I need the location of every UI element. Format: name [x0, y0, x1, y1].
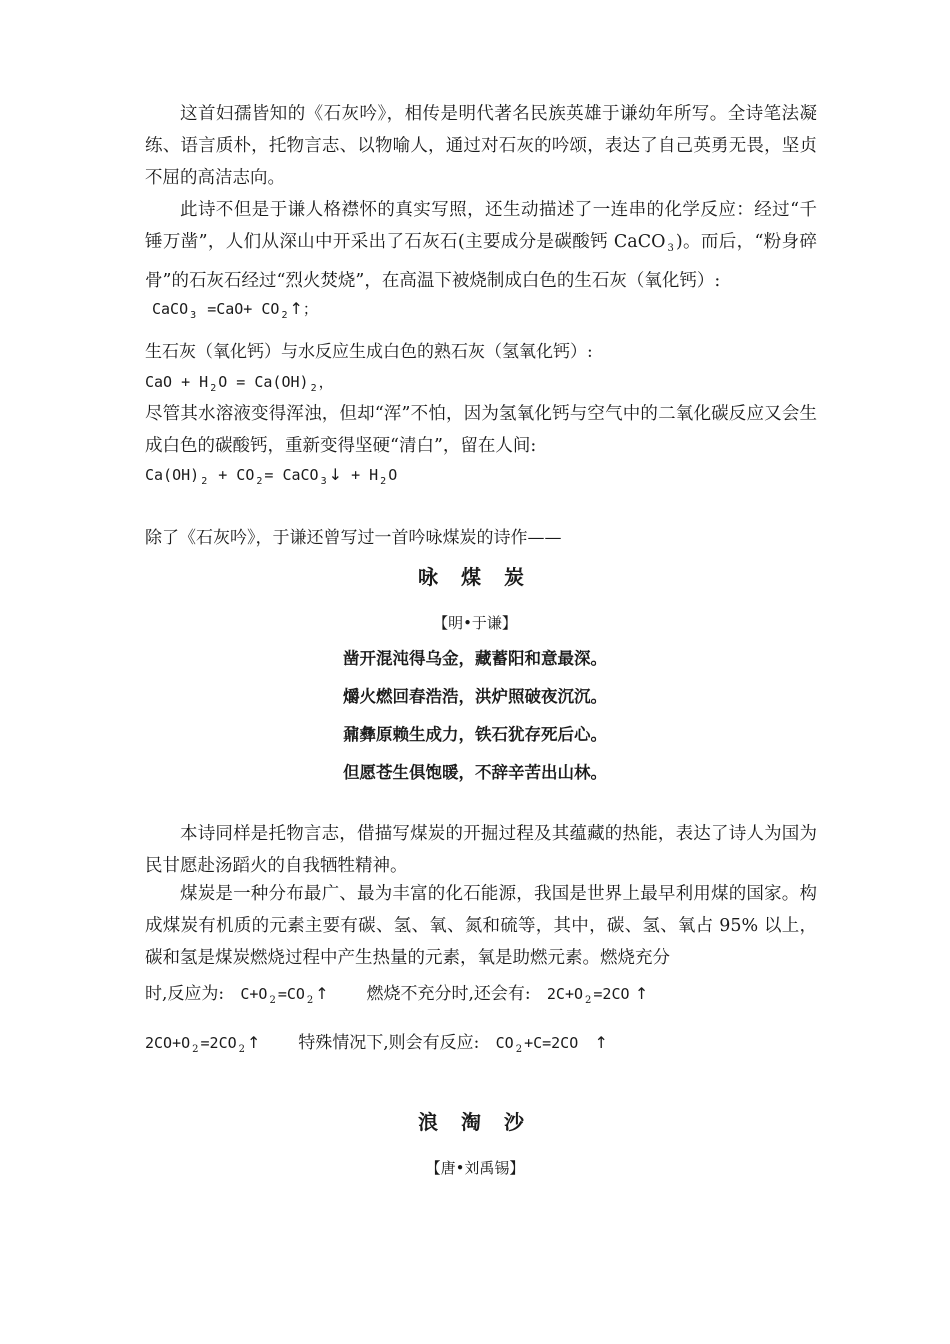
subscript: 2 — [515, 1044, 523, 1055]
up-arrow-icon: ↑ — [594, 1033, 608, 1052]
up-arrow-icon: ↑ — [289, 299, 303, 318]
eq-punct: ， — [318, 373, 334, 391]
subscript: 2 — [269, 995, 276, 1006]
poem-line: 鼐彝原赖生成力，铁石犹存死后心。 — [343, 725, 607, 744]
poem-line: 爝火燃回春浩浩，洪炉照破夜沉沉。 — [343, 687, 607, 706]
eq-term: = CaCO — [264, 466, 319, 484]
eq-term: CaO + H — [145, 373, 209, 391]
eq-term: =2CO — [200, 1034, 237, 1052]
eq-lead: 时,反应为: — [145, 984, 225, 1004]
poem-line: 但愿苍生俱饱暖，不辞辛苦出山林。 — [343, 763, 607, 782]
up-arrow-icon: ↑ — [315, 984, 329, 1003]
subscript: 2 — [256, 476, 263, 487]
eq-mid: 燃烧不充分时,还会有: — [366, 984, 531, 1004]
equation-line-complete-burn — [145, 982, 648, 1013]
poem-author-sand: 【唐•刘禹锡】 — [425, 1159, 525, 1177]
paragraph-slaked-lime: 生石灰（氧化钙）与水反应生成白色的熟石灰（氢氧化钙）: — [145, 342, 593, 362]
subscript: 2 — [306, 995, 314, 1006]
eq-term: +C=2CO — [524, 1034, 579, 1052]
eq-term: 2C+O — [546, 985, 584, 1003]
eq-term: O = Ca(OH) — [218, 373, 309, 391]
eq-term: CaCO — [152, 300, 189, 318]
eq-term: CO — [495, 1034, 514, 1052]
subscript: 2 — [192, 1044, 199, 1055]
poem-line: 凿开混沌得乌金，藏蓄阳和意最深。 — [343, 649, 607, 668]
eq-mid: 特殊情况下,则会有反应: — [298, 1033, 480, 1053]
paragraph-intro: 这首妇孺皆知的《石灰吟》，相传是明代著名民族英雄于谦幼年所写。全诗笔法凝练、语言质朴，托物言志、以物喻人，通过对石灰的吟颂，表达了自己英勇无畏，坚贞不屈的高洁志向。 — [145, 104, 817, 188]
eq-term: Ca(OH) — [145, 466, 200, 484]
subscript: 2 — [201, 476, 208, 487]
subscript: 2 — [281, 310, 288, 321]
equation-cao-water — [145, 370, 334, 401]
eq-term: =CaO+ CO — [207, 300, 280, 318]
eq-term: + H — [351, 466, 379, 484]
equation-caco3-decompose — [152, 297, 318, 328]
paragraph-coal-facts: 煤炭是一种分布最广、最为丰富的化石能源，我国是世界上最早利用煤的国家。构成煤炭有机质的元素主要有碳、氢、氧、氮和硫等，其中，碳、氢、氧占 95% 以上，碳和氢是煤炭燃烧过程中产生热量的元素，氧是助燃元素。燃烧充分 — [145, 884, 817, 968]
paragraph-reactions-text: 此诗不但是于谦人格襟怀的真实写照，还生动描述了一连串的化学反应：经过“千锤万凿”，人们从深山中开采出了石灰石(主要成分是碳酸钙 CaCO — [145, 200, 817, 252]
eq-punct: ； — [302, 300, 318, 318]
subscript: 2 — [210, 383, 217, 394]
subscript: 3 — [190, 310, 197, 321]
poem-author-coal: 【明•于谦】 — [433, 614, 517, 632]
eq-term: C+O — [240, 985, 268, 1003]
paragraph-carbonation: 尽管其水溶液变得浑浊，但却“浑”不怕，因为氢氧化钙与空气中的二氧化碳反应又会生成白色的碳酸钙，重新变得坚硬“清白”，留在人间: — [145, 404, 817, 456]
eq-term: O — [388, 466, 398, 484]
up-arrow-icon: ↑ — [247, 1033, 261, 1052]
down-arrow-icon: ↓ — [328, 465, 343, 484]
subscript: 2 — [310, 383, 317, 394]
equation-line-special — [145, 1031, 608, 1062]
subscript: 2 — [380, 476, 387, 487]
poem-title-coal: 咏 煤 炭 — [418, 565, 532, 589]
up-arrow-icon: ↑ — [634, 984, 649, 1003]
subscript: 2 — [238, 1044, 246, 1055]
paragraph-reactions — [145, 194, 817, 297]
subscript: 3 — [667, 243, 674, 254]
paragraph-reactions-tail: )。而后，“粉身碎骨”的石灰石经过“烈火焚烧”，在高温下被烧制成白色的生石灰（氧化钙）: — [145, 232, 817, 291]
eq-term: + CO — [218, 466, 255, 484]
equation-carbonation — [145, 463, 397, 494]
eq-term: 2CO+O — [145, 1034, 191, 1052]
subscript: 2 — [585, 995, 592, 1006]
poem-title-sand: 浪 淘 沙 — [418, 1110, 532, 1134]
paragraph-poem-meaning: 本诗同样是托物言志，借描写煤炭的开掘过程及其蕴藏的热能，表达了诗人为国为民甘愿赴汤蹈火的自我牺牲精神。 — [145, 824, 817, 876]
eq-term: =2CO — [593, 985, 630, 1003]
eq-term: =CO — [277, 985, 305, 1003]
paragraph-transition: 除了《石灰吟》，于谦还曾写过一首吟咏煤炭的诗作—— — [145, 528, 562, 548]
subscript: 3 — [320, 476, 327, 487]
